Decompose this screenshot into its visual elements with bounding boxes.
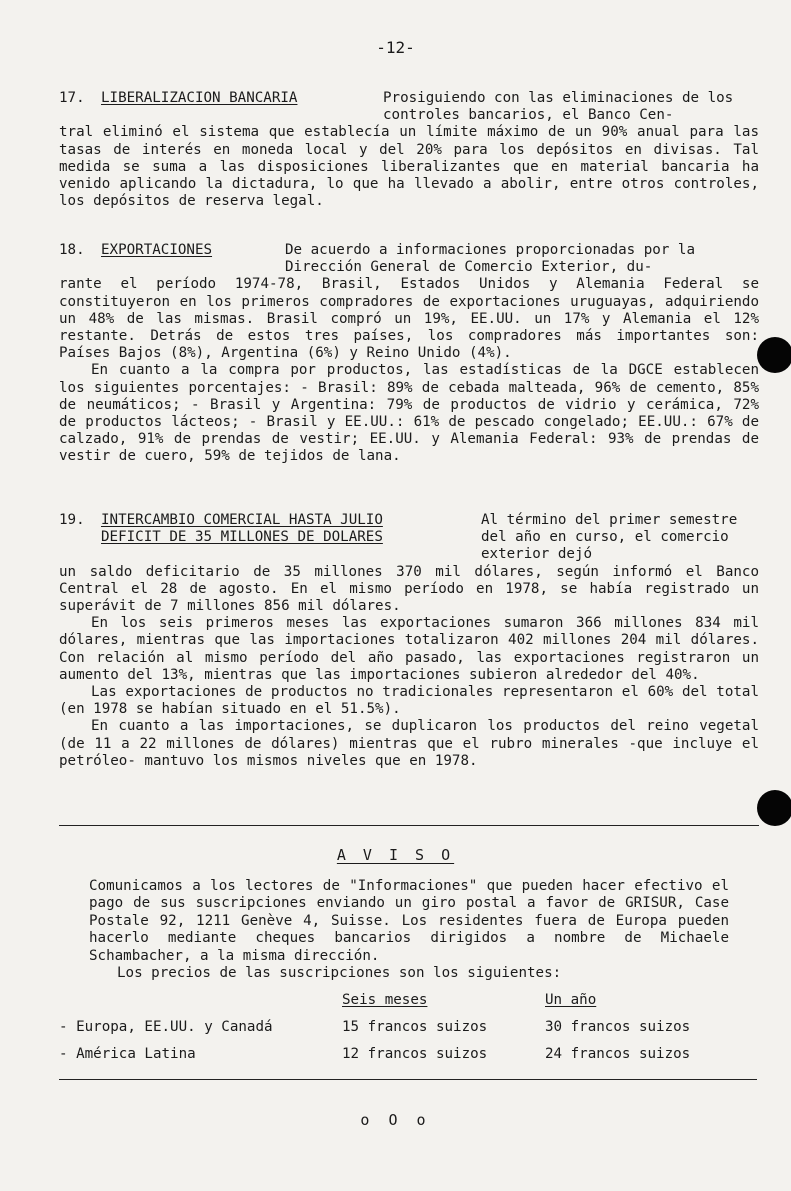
col-header-one-year: Un año bbox=[545, 992, 597, 1008]
section-paragraph: En cuanto a las importaciones, se duplicaron los productos del reino vegetal (de 11 a 22 millones de dólares) mientras que el rubro minerales -que incluye el petróleo- mantuvo los mismos niveles que en 1978. bbox=[59, 718, 759, 769]
section-number: 18. bbox=[59, 242, 85, 258]
aviso-paragraph: Comunicamos a los lectores de "Informaciones" que pueden hacer efectivo el pago de sus suscripciones enviando un giro postal a favor de GRISUR, Case Postale 92, 1211 Genève 4, Suisse. Los residentes fuera de Europa pueden hacerlo mediante cheques bancarios dirigidos a nombre de Michaele Schambacher, a la misma dirección. bbox=[89, 878, 729, 964]
section-17 bbox=[59, 90, 759, 210]
section-header bbox=[59, 90, 759, 124]
section-title-line-2: DEFICIT DE 35 MILLONES DE DOLARES bbox=[101, 529, 383, 546]
section-paragraph: un saldo deficitario de 35 millones 370 mil dólares, según informó el Banco Central el 28 de agosto. En el mismo período en 1978, se había registrado un superávit de 7 millones 856 mil dólares. bbox=[59, 563, 759, 615]
section-number: 17. bbox=[59, 90, 85, 106]
section-header bbox=[59, 242, 759, 276]
page-number: -12- bbox=[376, 38, 415, 57]
end-mark: o O o bbox=[360, 1111, 431, 1129]
price-region: - América Latina bbox=[59, 1046, 196, 1062]
section-lead: Al término del primer semestre del año en curso, el comercio exterior dejó bbox=[481, 512, 738, 563]
section-title: EXPORTACIONES bbox=[101, 242, 213, 258]
section-19 bbox=[59, 512, 759, 770]
section-lead: De acuerdo a informaciones proporcionadas por la Dirección General de Comercio Exterior, du- bbox=[285, 242, 695, 276]
punch-hole-upper bbox=[757, 337, 791, 373]
section-lead: Prosiguiendo con las eliminaciones de los controles bancarios, el Banco Cen- bbox=[383, 90, 734, 124]
section-number: 19. bbox=[59, 512, 85, 528]
section-paragraph: Las exportaciones de productos no tradicionales representaron el 60% del total (en 1978 se habían situado en el 51.5%). bbox=[59, 684, 759, 718]
aviso-prices-intro: Los precios de las suscripciones son los siguientes: bbox=[117, 965, 562, 982]
section-paragraph: tral eliminó el sistema que establecía un límite máximo de un 90% anual para las tasas de interés en moneda local y del 20% para los depósitos en divisas. Tal medida se suma a las disposiciones liberalizantes que en material bancaria ha venido aplicando la dictadura, lo que ha llevado a abolir, entre otros controles, los depósitos de reserva legal. bbox=[59, 124, 759, 210]
divider-rule-top bbox=[59, 825, 759, 826]
price-one-year: 30 francos suizos bbox=[545, 1019, 691, 1035]
col-header-six-months: Seis meses bbox=[342, 992, 428, 1008]
section-title bbox=[101, 512, 481, 546]
price-region: - Europa, EE.UU. y Canadá bbox=[59, 1019, 273, 1035]
section-paragraph: En los seis primeros meses las exportaciones sumaron 366 millones 834 mil dólares, mientras que las importaciones totalizaron 402 millones 204 mil dólares. Con relación al mismo período del año pasado, las exportaciones registraron un aumento del 13%, mientras que las importaciones subieron alrededor del 40%. bbox=[59, 615, 759, 683]
divider-rule-bottom bbox=[59, 1079, 757, 1080]
aviso-title-text: A V I S O bbox=[336, 846, 455, 864]
price-six-months: 12 francos suizos bbox=[342, 1046, 488, 1062]
section-title: LIBERALIZACION BANCARIA bbox=[101, 90, 298, 106]
punch-hole-lower bbox=[757, 790, 791, 826]
section-title-line-1: INTERCAMBIO COMERCIAL HASTA JULIO bbox=[101, 512, 383, 528]
aviso-body bbox=[89, 878, 729, 982]
price-one-year: 24 francos suizos bbox=[545, 1046, 691, 1062]
aviso-title bbox=[0, 846, 791, 864]
section-18 bbox=[59, 242, 759, 466]
section-paragraph: En cuanto a la compra por productos, las estadísticas de la DGCE establecen los siguientes porcentajes: - Brasil: 89% de cebada malteada, 96% de cemento, 85% de neumáticos; - Brasil y Argentina: 79% de productos de vidrio y cerámica, 72% de productos lácteos; - Brasil y EE.UU.: 61% de pescado congelado; EE.UU.: 67% de calzado, 91% de prendas de vestir; EE.UU. y Alemania Federal: 93% de prendas de vestir de cuero, 59% de tejidos de lana. bbox=[59, 362, 759, 465]
price-six-months: 15 francos suizos bbox=[342, 1019, 488, 1035]
section-header bbox=[59, 512, 759, 564]
section-paragraph: rante el período 1974-78, Brasil, Estados Unidos y Alemania Federal se constituyeron en los primeros compradores de exportaciones uruguayas, adquiriendo un 48% de las mismas. Brasil compró un 19%, EE.UU. un 17% y Alemania el 12% restante. Detrás de estos tres países, los compradores más importantes son: Países Bajos (8%), Argentina (6%) y Reino Unido (4%). bbox=[59, 276, 759, 362]
